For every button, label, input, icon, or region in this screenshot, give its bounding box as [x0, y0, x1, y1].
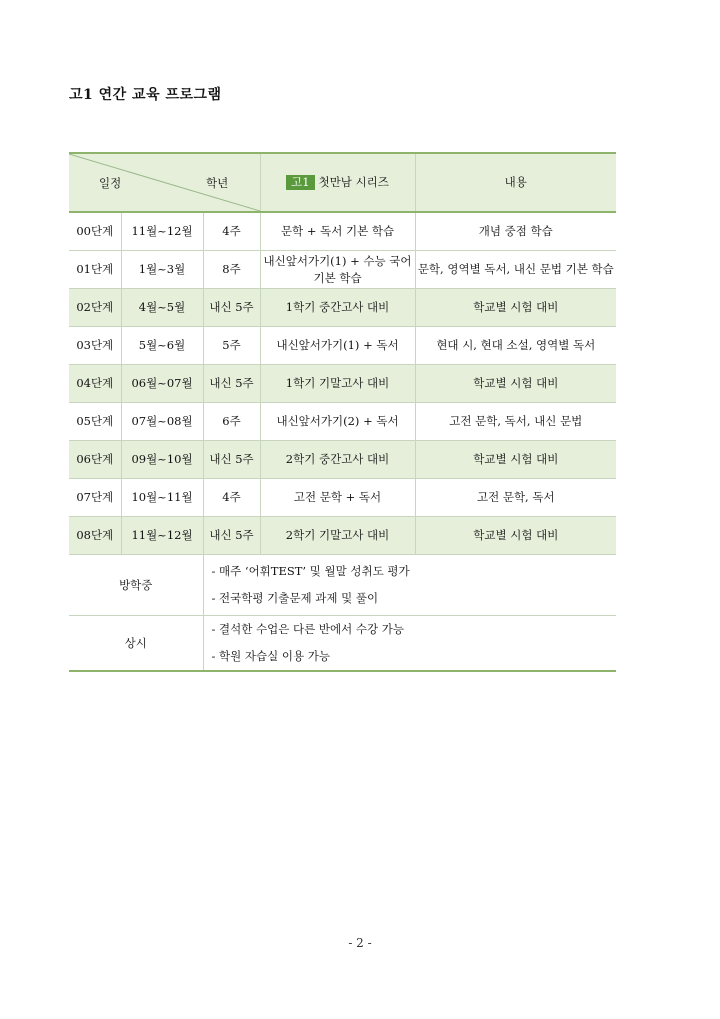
- program-table: [69, 152, 616, 672]
- cell-weeks: 내신 5주: [203, 441, 260, 479]
- series-header: [260, 153, 415, 212]
- note-label: 상시: [69, 616, 203, 672]
- schedule-header: 일정: [99, 176, 122, 190]
- note-row: [69, 555, 616, 616]
- cell-weeks: 내신 5주: [203, 365, 260, 403]
- cell-stage: 00단계: [69, 212, 121, 251]
- cell-course: 1학기 중간고사 대비: [260, 289, 415, 327]
- table-row: [69, 251, 616, 289]
- cell-weeks: 4주: [203, 212, 260, 251]
- table-row: [69, 327, 616, 365]
- page-title: 고1 연간 교육 프로그램: [69, 87, 222, 103]
- table-row: [69, 212, 616, 251]
- cell-stage: 08단계: [69, 517, 121, 555]
- table-row: [69, 441, 616, 479]
- cell-weeks: 내신 5주: [203, 517, 260, 555]
- cell-content: 학교별 시험 대비: [415, 517, 616, 555]
- cell-content: 고전 문학, 독서: [415, 479, 616, 517]
- cell-period: 1월~3월: [121, 251, 203, 289]
- cell-content: 학교별 시험 대비: [415, 289, 616, 327]
- cell-period: 07월~08월: [121, 403, 203, 441]
- cell-stage: 03단계: [69, 327, 121, 365]
- series-name: 첫만남 시리즈: [318, 175, 389, 189]
- cell-stage: 07단계: [69, 479, 121, 517]
- cell-content: 현대 시, 현대 소설, 영역별 독서: [415, 327, 616, 365]
- cell-weeks: 4주: [203, 479, 260, 517]
- note-line: - 결석한 수업은 다른 반에서 수강 가능: [211, 622, 404, 636]
- cell-period: 11월~12월: [121, 212, 203, 251]
- table-row: [69, 479, 616, 517]
- cell-course: 내신앞서가기(1) + 수능 국어 기본 학습: [260, 251, 415, 289]
- cell-content: 학교별 시험 대비: [415, 441, 616, 479]
- note-line: - 매주 ‘어휘TEST’ 및 월말 성취도 평가: [211, 564, 410, 578]
- cell-period: 5월~6월: [121, 327, 203, 365]
- note-line: - 전국학평 기출문제 과제 및 풀이: [211, 591, 379, 605]
- note-row: [69, 616, 616, 672]
- note-label: 방학중: [69, 555, 203, 616]
- grade-badge: 고1: [286, 175, 314, 190]
- table-row: [69, 517, 616, 555]
- cell-period: 4월~5월: [121, 289, 203, 327]
- cell-weeks: 5주: [203, 327, 260, 365]
- cell-course: 내신앞서가기(2) + 독서: [260, 403, 415, 441]
- cell-content: 고전 문학, 독서, 내신 문법: [415, 403, 616, 441]
- cell-stage: 05단계: [69, 403, 121, 441]
- table-row: [69, 403, 616, 441]
- cell-weeks: 내신 5주: [203, 289, 260, 327]
- grade-header: 학년: [206, 176, 229, 190]
- content-header: 내용: [415, 153, 616, 212]
- cell-course: 문학 + 독서 기본 학습: [260, 212, 415, 251]
- cell-content: 학교별 시험 대비: [415, 365, 616, 403]
- cell-course: 고전 문학 + 독서: [260, 479, 415, 517]
- cell-period: 10월~11월: [121, 479, 203, 517]
- cell-stage: 04단계: [69, 365, 121, 403]
- table-row: [69, 365, 616, 403]
- schedule-grade-header: [69, 153, 260, 212]
- cell-course: 내신앞서가기(1) + 독서: [260, 327, 415, 365]
- cell-course: 1학기 기말고사 대비: [260, 365, 415, 403]
- cell-period: 06월~07월: [121, 365, 203, 403]
- cell-course: 2학기 기말고사 대비: [260, 517, 415, 555]
- table-row: [69, 289, 616, 327]
- note-lines: [203, 555, 616, 616]
- note-lines: [203, 616, 616, 672]
- cell-weeks: 6주: [203, 403, 260, 441]
- diagonal-line: [69, 154, 260, 211]
- cell-course: 2학기 중간고사 대비: [260, 441, 415, 479]
- note-line: - 학원 자습실 이용 가능: [211, 649, 330, 663]
- cell-period: 09월~10월: [121, 441, 203, 479]
- page-number: - 2 -: [348, 936, 372, 950]
- cell-stage: 01단계: [69, 251, 121, 289]
- cell-period: 11월~12월: [121, 517, 203, 555]
- cell-content: 문학, 영역별 독서, 내신 문법 기본 학습: [415, 251, 616, 289]
- cell-content: 개념 중점 학습: [415, 212, 616, 251]
- cell-stage: 02단계: [69, 289, 121, 327]
- cell-weeks: 8주: [203, 251, 260, 289]
- table-header-row: [69, 153, 616, 212]
- cell-stage: 06단계: [69, 441, 121, 479]
